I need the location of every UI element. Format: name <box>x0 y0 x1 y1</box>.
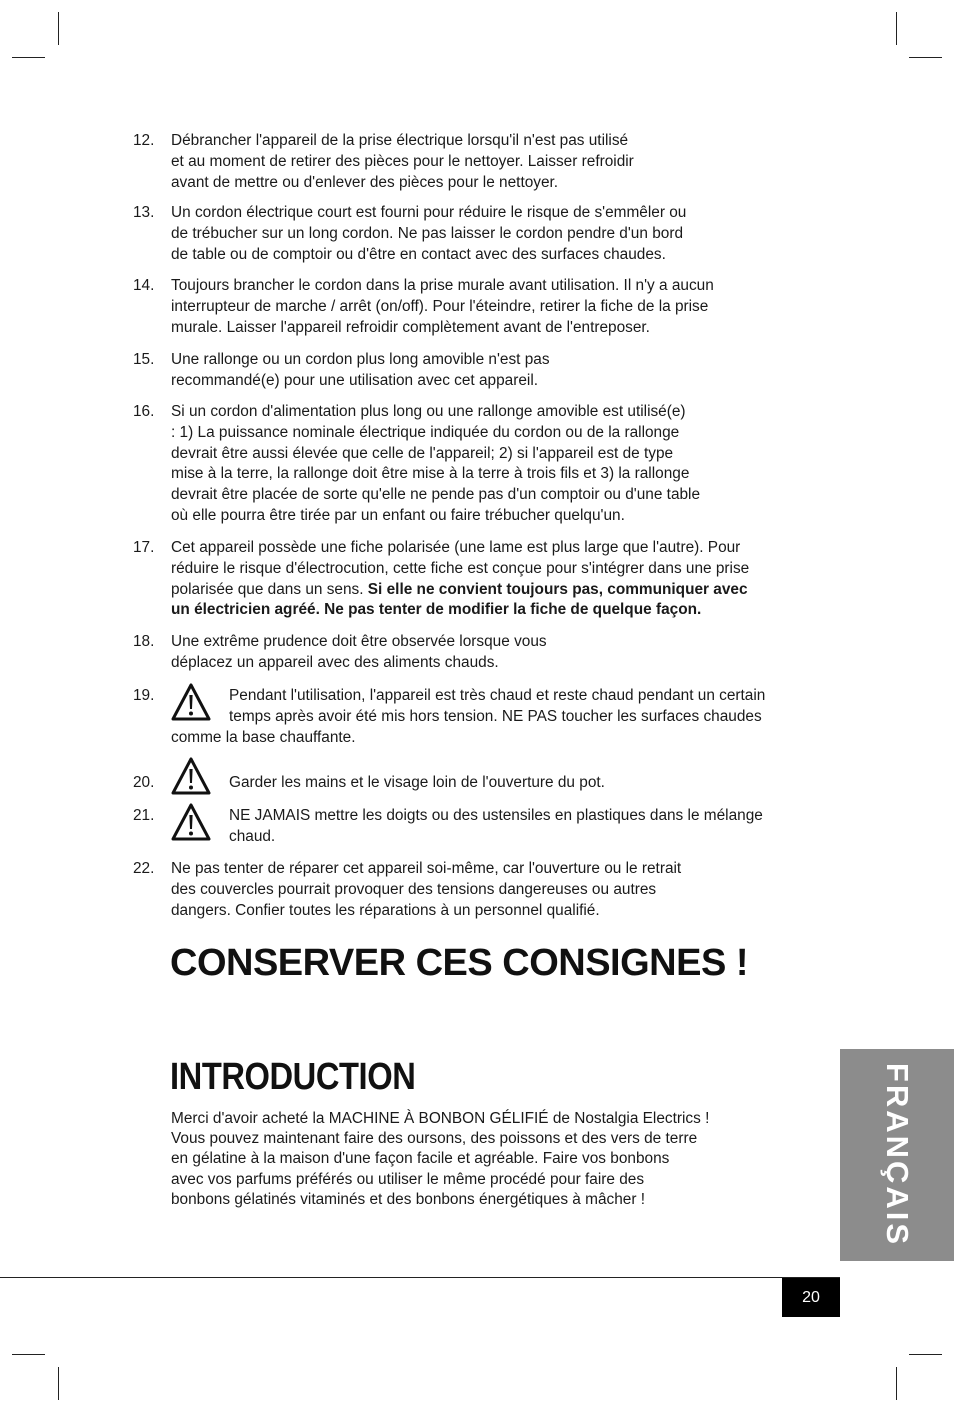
text-line: Merci d'avoir acheté la MACHINE À BONBON GÉLIFIÉ de Nostalgia Electrics ! <box>171 1110 710 1127</box>
text-line: avant de mettre ou d'enlever des pièces pour le nettoyer. <box>171 173 559 191</box>
crop-mark <box>896 1367 897 1400</box>
text-line: Toujours brancher le cordon dans la prise murale avant utilisation. Il n'y a aucun <box>171 277 714 294</box>
text-line: et au moment de retirer des pièces pour le nettoyer. Laisser refroidir <box>171 152 634 170</box>
item-text <box>171 402 811 527</box>
text-line: avec vos parfums préférés ou utiliser le même procédé pour faire des <box>171 1170 645 1188</box>
intro-paragraph <box>171 1109 731 1210</box>
text-line: des couvercles pourrait provoquer des tensions dangereuses ou autres <box>171 880 657 898</box>
item-number: 19. <box>133 687 155 704</box>
text-line: NE JAMAIS mettre les doigts ou des ustensiles en plastiques dans le mélange <box>229 807 763 824</box>
crop-mark <box>58 12 59 45</box>
item-number: 13. <box>133 204 155 221</box>
item-number: 12. <box>133 132 155 149</box>
text-line: en gélatine à la maison d'une façon facile et agréable. Faire vos bonbons <box>171 1150 670 1168</box>
language-tab <box>840 1049 954 1261</box>
item-number: 15. <box>133 351 155 368</box>
text-line: interrupteur de marche / arrêt (on/off). Pour l'éteindre, retirer la fiche de la prise <box>171 297 709 315</box>
text-normal: polarisée que dans un sens. <box>171 580 368 598</box>
text-line: Débrancher l'appareil de la prise électrique lorsqu'il n'est pas utilisé <box>171 132 629 149</box>
item-text <box>171 859 811 921</box>
list-item <box>133 686 813 750</box>
warning-triangle-icon <box>171 683 211 721</box>
language-tab-label: FRANÇAIS <box>880 1062 915 1248</box>
save-instructions-heading: CONSERVER CES CONSIGNES ! <box>170 942 749 984</box>
text-line: où elle pourra être tirée par un enfant ou faire trébucher quelqu'un. <box>171 506 625 524</box>
text-line: de trébucher sur un long cordon. Ne pas laisser le cordon pendre d'un bord <box>171 224 684 242</box>
item-text <box>171 632 811 674</box>
item-number: 14. <box>133 277 155 294</box>
crop-mark <box>909 1354 942 1355</box>
crop-mark <box>12 57 45 58</box>
item-number: 18. <box>133 633 155 650</box>
crop-mark <box>909 57 942 58</box>
item-text <box>171 350 811 392</box>
item-text <box>229 686 809 728</box>
text-line: Une extrême prudence doit être observée lorsque vous <box>171 633 547 650</box>
text-line <box>171 580 811 601</box>
text-bold: un électricien agréé. Ne pas tenter de modifier la fiche de quelque façon. <box>171 601 702 619</box>
text-line: Pendant l'utilisation, l'appareil est très chaud et reste chaud pendant un certain <box>229 687 766 704</box>
text-line: : 1) La puissance nominale électrique indiquée du cordon ou de la rallonge <box>171 423 680 441</box>
item-number: 21. <box>133 807 155 824</box>
footer-rule <box>0 1277 840 1278</box>
text-line: temps après avoir été mis hors tension. NE PAS toucher les surfaces chaudes <box>229 707 762 725</box>
item-text <box>229 773 809 794</box>
text-line: chaud. <box>229 827 276 845</box>
warning-triangle-icon <box>171 757 211 795</box>
item-number: 22. <box>133 860 155 877</box>
text-line: Vous pouvez maintenant faire des oursons, des poissons et des vers de terre <box>171 1130 698 1148</box>
text-line: recommandé(e) pour une utilisation avec cet appareil. <box>171 371 539 389</box>
text-line: comme la base chauffante. <box>171 729 356 746</box>
text-line: devrait être aussi élevée que celle de l'appareil; 2) si l'appareil est de type <box>171 444 674 462</box>
text-line: Garder les mains et le visage loin de l'ouverture du pot. <box>229 774 605 791</box>
item-number: 20. <box>133 774 155 791</box>
introduction-heading: INTRODUCTION <box>170 1056 416 1098</box>
warning-triangle-icon <box>171 803 211 841</box>
text-line: réduire le risque d'électrocution, cette fiche est conçue pour s'intégrer dans une prise <box>171 559 750 577</box>
text-line: Si un cordon d'alimentation plus long ou une rallonge amovible est utilisé(e) <box>171 403 686 420</box>
text-line: Un cordon électrique court est fourni pour réduire le risque de s'emmêler ou <box>171 204 687 221</box>
text-line: dangers. Confier toutes les réparations à un personnel qualifié. <box>171 901 600 919</box>
text-line: Une rallonge ou un cordon plus long amovible n'est pas <box>171 351 550 368</box>
text-line: de table ou de comptoir ou d'être en contact avec des surfaces chaudes. <box>171 245 666 263</box>
crop-mark <box>12 1354 45 1355</box>
text-line: bonbons gélatinés vitaminés et des bonbons énergétiques à mâcher ! <box>171 1190 645 1208</box>
crop-mark <box>896 12 897 45</box>
item-number: 16. <box>133 403 155 420</box>
text-line: murale. Laisser l'appareil refroidir complètement avant de l'entreposer. <box>171 318 650 336</box>
crop-mark <box>58 1367 59 1400</box>
page-number: 20 <box>782 1278 840 1317</box>
item-text <box>171 203 811 265</box>
item-text <box>171 538 811 621</box>
text-line: Ne pas tenter de réparer cet appareil soi-même, car l'ouverture ou le retrait <box>171 860 682 877</box>
item-number: 17. <box>133 539 155 556</box>
text-line: mise à la terre, la rallonge doit être mise à la terre à trois fils et 3) la rallonge <box>171 465 690 483</box>
item-text <box>171 131 811 193</box>
text-line: Cet appareil possède une fiche polarisée (une lame est plus large que l'autre). Pour <box>171 539 741 556</box>
item-text <box>229 806 809 848</box>
text-line: devrait être placée de sorte qu'elle ne pende pas d'un comptoir ou d'une table <box>171 486 701 504</box>
text-bold: Si elle ne convient toujours pas, communiquer avec <box>367 580 748 598</box>
text-line: déplacez un appareil avec des aliments chauds. <box>171 653 499 671</box>
item-text <box>171 276 811 338</box>
